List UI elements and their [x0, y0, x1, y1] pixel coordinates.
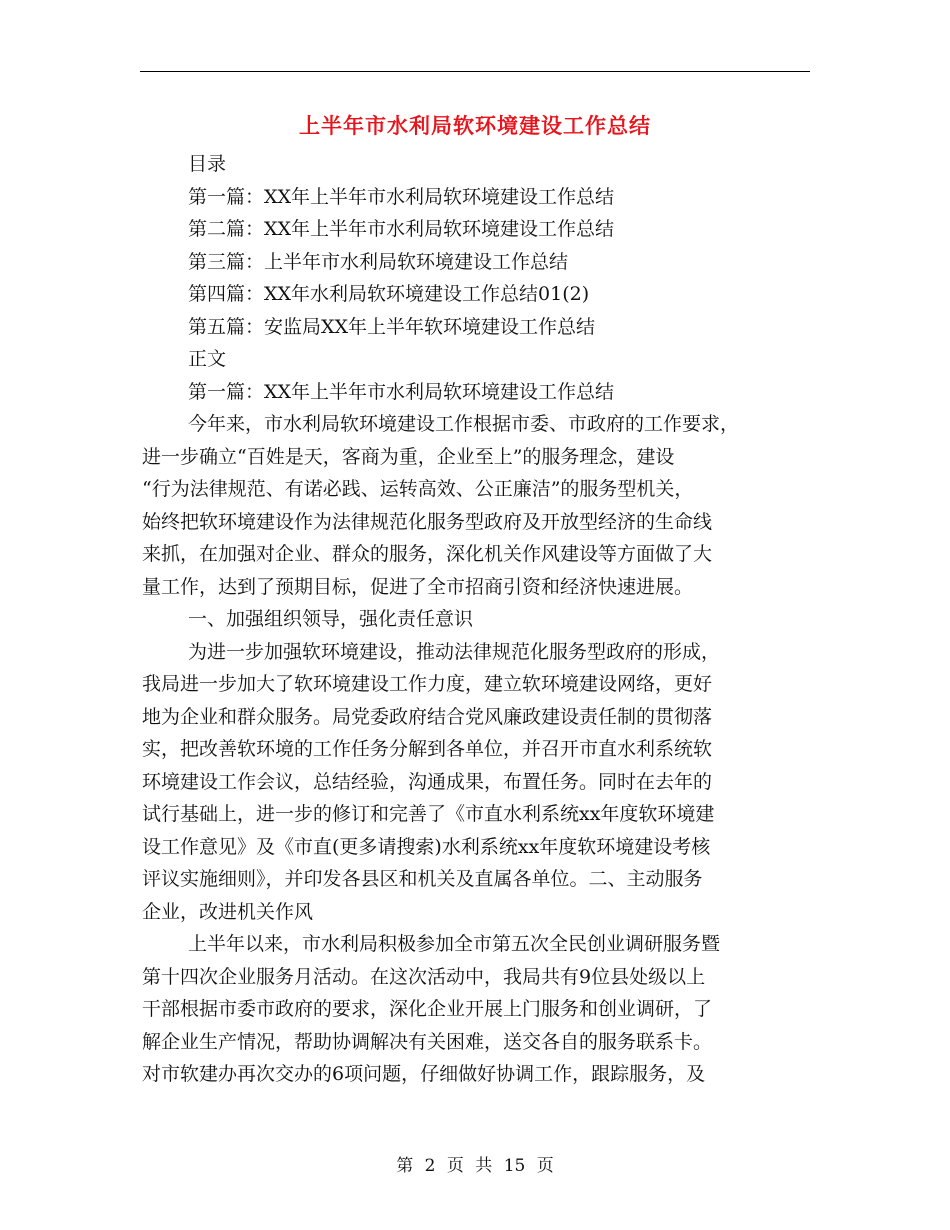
- text-line: 对市软建办再次交办的6项问题，仔细做好协调工作，跟踪服务，及: [142, 1063, 706, 1085]
- text-line: 正文: [188, 348, 227, 370]
- text-line: “行为法律规范、有诺必践、运转高效、公正廉洁”的服务型机关，: [142, 478, 694, 500]
- header-rule: [140, 71, 810, 72]
- text-line: 干部根据市委市政府的要求，深化企业开展上门服务和创业调研，了: [142, 998, 713, 1020]
- text-line: 第三篇：上半年市水利局软环境建设工作总结: [188, 250, 569, 273]
- text-line: 第一篇：XX年上半年市水利局软环境建设工作总结: [188, 380, 615, 403]
- text-line: 为进一步加强软环境建设，推动法律规范化服务型政府的形成，: [188, 640, 721, 663]
- text-line: 今年来，市水利局软环境建设工作根据市委、市政府的工作要求，: [188, 413, 740, 435]
- text-line: 第五篇：安监局XX年上半年软环境建设工作总结: [188, 315, 596, 338]
- text-line: 企业，改进机关作风: [142, 900, 314, 923]
- text-line: 解企业生产情况，帮助协调解决有关困难，送交各自的服务联系卡。: [142, 1030, 713, 1053]
- text-line: 第一篇：XX年上半年市水利局软环境建设工作总结: [188, 185, 615, 208]
- text-line: 进一步确立“百姓是天，客商为重，企业至上”的服务理念，建设: [142, 445, 675, 468]
- text-line: 地为企业和群众服务。局党委政府结合党风廉政建设责任制的贯彻落: [142, 705, 713, 728]
- text-line: 第二篇：XX年上半年市水利局软环境建设工作总结: [188, 218, 615, 240]
- text-line: 评议实施细则》，并印发各县区和机关及直属各单位。二、主动服务: [142, 868, 703, 890]
- document-body: [142, 148, 812, 1091]
- text-line: 实，把改善软环境的工作任务分解到各单位，并召开市直水利系统软: [142, 738, 713, 760]
- text-line: 第十四次企业服务月活动。在这次活动中，我局共有9位县处级以上: [142, 965, 706, 988]
- text-line: 环境建设工作会议，总结经验，沟通成果，布置任务。同时在去年的: [142, 770, 713, 793]
- text-line: 试行基础上，进一步的修订和完善了《市直水利系统xx年度软环境建: [142, 803, 715, 825]
- text-line: 来抓，在加强对企业、群众的服务，深化机关作风建设等方面做了大: [142, 543, 713, 565]
- text-line: 始终把软环境建设作为法律规范化服务型政府及开放型经济的生命线: [142, 510, 713, 533]
- text-line: 目录: [188, 153, 227, 175]
- text-line: 量工作，达到了预期目标，促进了全市招商引资和经济快速进展。: [142, 575, 694, 598]
- document-title: 上半年市水利局软环境建设工作总结: [299, 113, 651, 138]
- text-line: 第四篇：XX年水利局软环境建设工作总结01(2): [188, 283, 590, 305]
- text-line: 上半年以来，市水利局积极参加全市第五次全民创业调研服务暨: [188, 933, 721, 955]
- text-line: 一、加强组织领导，强化责任意识: [188, 608, 474, 630]
- page-footer: 第 2 页 共 15 页: [396, 1156, 554, 1176]
- text-line: 设工作意见》及《市直(更多请搜索)水利系统xx年度软环境建设考核: [142, 835, 711, 858]
- text-line: 我局进一步加大了软环境建设工作力度，建立软环境建设网络，更好: [142, 673, 713, 695]
